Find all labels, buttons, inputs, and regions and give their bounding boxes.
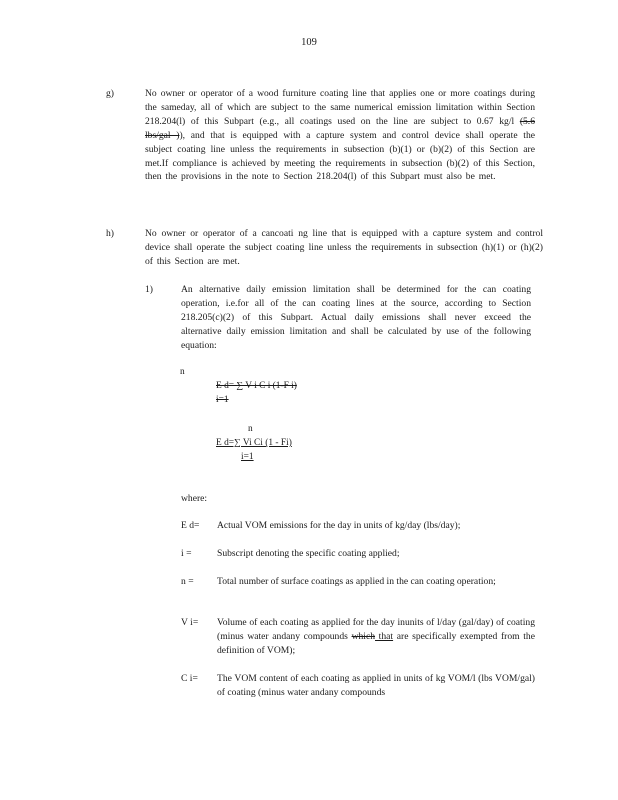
definition-text: Volume of each coating as applied for the day inunits of l/day (gal/day) of coating (minus water andany compounds which that are specifically exempted from the definition of VOM);	[217, 617, 535, 656]
page-number: 109	[301, 37, 317, 48]
definition-term: V i=	[181, 617, 199, 628]
section-h-text: No owner or operator of a cancoati ng line that is equipped with a capture system and control device shall operate the subject coating line unless the requirements in subsection (h)(1) or (h)(2) of this Section are met.	[145, 228, 543, 267]
struck-unit: (5.6 lbs/gal )	[145, 115, 535, 141]
new-equation-n: n	[248, 424, 253, 434]
inserted-word: that	[375, 630, 394, 642]
old-equation-sub: i=1	[216, 395, 229, 405]
definition-term: n =	[181, 576, 194, 587]
where-label: where:	[181, 493, 208, 504]
old-equation-n: n	[180, 367, 185, 377]
section-h-label: h)	[106, 228, 114, 239]
new-equation-main: E d=∑ Vi Ci (1 - Fi)	[216, 438, 292, 448]
item-1-label: 1)	[145, 284, 153, 295]
definition-term: C i=	[181, 673, 198, 684]
section-g-label: g)	[106, 88, 114, 99]
struck-word: which	[351, 630, 376, 642]
old-equation-main: E d= ∑ V i C i (1-F i)	[216, 381, 297, 391]
item-1-text: An alternative daily emission limitation shall be determined for the can coating operation, i.e.for all of the can coating lines at the source, according to Section 218.205(c)(2) of this Subpart. Actual daily emissions shall never exceed the alternative daily emission limitation and shall be calculated by use of the following equation:	[181, 284, 531, 351]
new-equation-sub: i=1	[241, 452, 254, 462]
section-g-text: No owner or operator of a wood furniture coating line that applies one or more coatings during the sameday, all of which are subject to the same numerical emission limitation within Section 218.204(l) of this Subpart (e.g., all coatings used on the line are subject to 0.67 kg/l (5.6 lbs/gal )), and that is equipped with a capture system and control device shall operate the subject coating line unless the requirements in subsection (b)(1) or (b)(2) of this Section are met.If compliance is achieved by meeting the requirements in subsection (b)(2) of this Section, then the provisions in the note to Section 218.204(l) of this Subpart must also be met.	[145, 88, 535, 183]
definition-term: i =	[181, 548, 192, 559]
definition-text: The VOM content of each coating as applied in units of kg VOM/l (lbs VOM/gal) of coating (minus water andany compounds	[217, 673, 535, 698]
definition-text: Subscript denoting the specific coating applied;	[217, 548, 400, 559]
definition-term: E d=	[181, 520, 200, 531]
definition-text: Actual VOM emissions for the day in units of kg/day (lbs/day);	[217, 520, 461, 531]
definition-text: Total number of surface coatings as applied in the can coating operation;	[217, 576, 496, 587]
